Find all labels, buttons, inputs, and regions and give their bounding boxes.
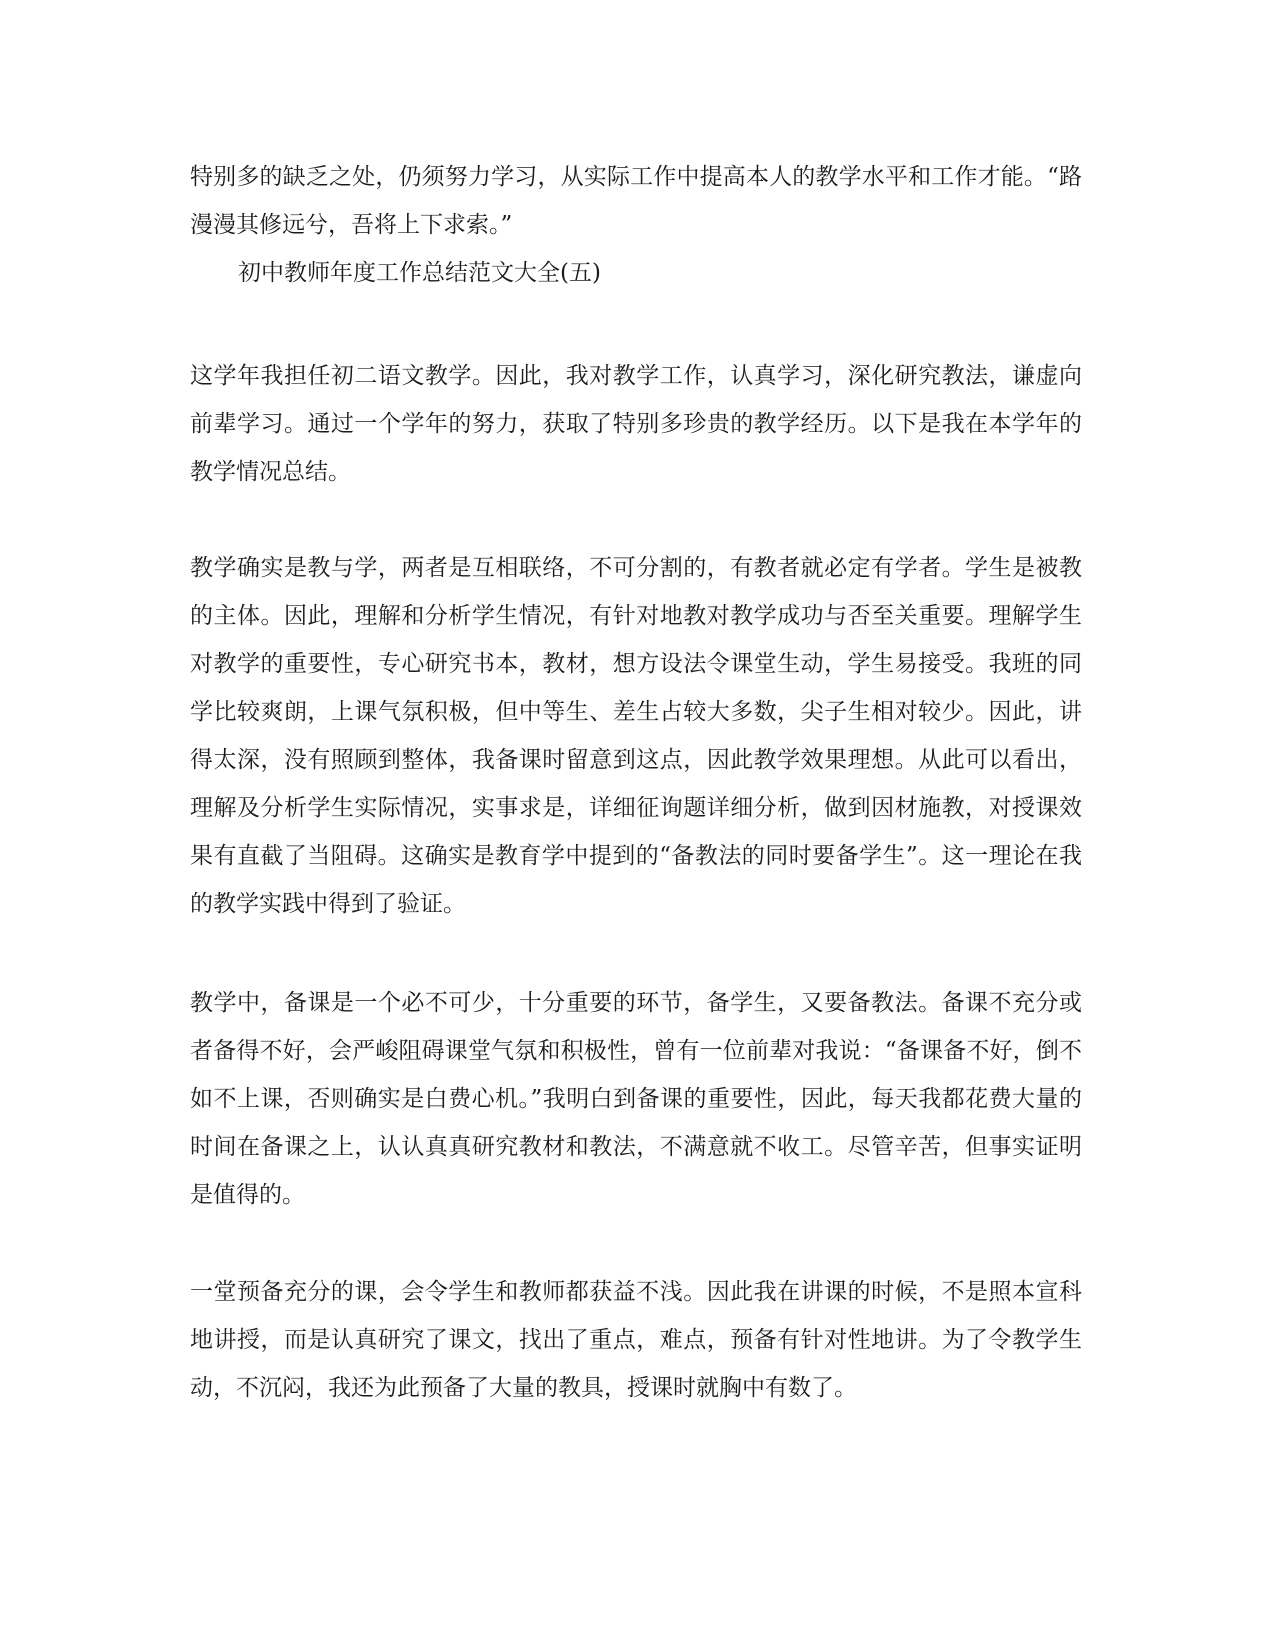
paragraph-4: 一堂预备充分的课，会令学生和教师都获益不浅。因此我在讲课的时候，不是照本宣科地讲授，而是认真研究了课文，找出了重点，难点，预备有针对性地讲。为了令教学生动，不沉闷，我还为此预备了大量的教具，授课时就胸中有数了。 [190,1279,1082,1401]
paragraph-2: 教学确实是教与学，两者是互相联络，不可分割的，有教者就必定有学者。学生是被教的主体。因此，理解和分析学生情况，有针对地教对教学成功与否至关重要。理解学生对教学的重要性，专心研究书本，教材，想方设法令课堂生动，学生易接受。我班的同学比较爽朗，上课气氛积极，但中等生、差生占较大多数，尖子生相对较少。因此，讲得太深，没有照顾到整体，我备课时留意到这点，因此教学效果理想。从此可以看出，理解及分析学生实际情况，实事求是，详细征询题详细分析，做到因材施教，对授课效果有直截了当阻碍。这确实是教育学中提到的“备教法的同时要备学生”。这一理论在我的教学实践中得到了验证。 [190,555,1082,917]
section-heading: 初中教师年度工作总结范文大全(五) [238,260,601,286]
paragraph-3: 教学中，备课是一个必不可少，十分重要的环节，备学生，又要备教法。备课不充分或者备得不好，会严峻阻碍课堂气氛和积极性，曾有一位前辈对我说：“备课备不好，倒不如不上课，否则确实是白费心机。”我明白到备课的重要性，因此，每天我都花费大量的时间在备课之上，认认真真研究教材和教法，不满意就不收工。尽管辛苦，但事实证明是值得的。 [190,990,1082,1208]
continuation-paragraph: 特别多的缺乏之处，仍须努力学习，从实际工作中提高本人的教学水平和工作才能。“路漫漫其修远兮，吾将上下求索。” [190,164,1082,238]
paragraph-1: 这学年我担任初二语文教学。因此，我对教学工作，认真学习，深化研究教法，谦虚向前辈学习。通过一个学年的努力，获取了特别多珍贵的教学经历。以下是我在本学年的教学情况总结。 [190,363,1082,485]
